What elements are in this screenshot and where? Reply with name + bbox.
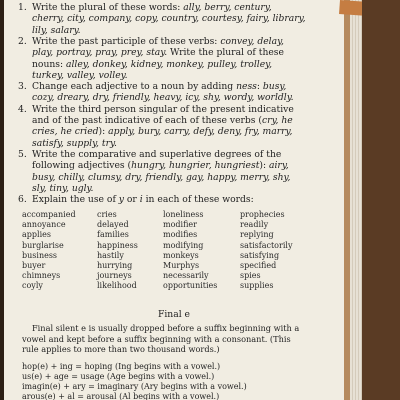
exercise-text: busy, <box>262 81 287 93</box>
word: satisfying <box>240 250 280 260</box>
word: prophecies <box>240 210 285 219</box>
exercise-text: i <box>139 194 143 206</box>
exercise-text: cozy, dreary, dry, friendly, heavy, icy, shy, wordy, worldly. <box>32 92 294 104</box>
page-stack-edge <box>350 0 362 400</box>
word: modifying <box>163 240 204 250</box>
exercise-text: or <box>123 194 140 206</box>
exercise-line <box>18 13 336 24</box>
exercise-item <box>18 194 336 205</box>
section-heading: Final e <box>157 309 190 320</box>
example-line: imagin(e) + ary = imaginary (Ary begins with a vowel.) <box>22 382 247 391</box>
word: journeys <box>97 271 132 281</box>
exercise-line <box>18 70 336 81</box>
rule-line: rule applies to more than two thousand words.) <box>22 344 220 355</box>
exercise-line <box>18 138 336 149</box>
rule-line: Final silent e is usually dropped before a suffix beginning with a <box>32 323 300 333</box>
word: loneliness <box>163 210 204 219</box>
exercise-text: following adjectives ( <box>32 160 132 172</box>
rule-line: vowel and kept before a suffix beginning with a consonant. (This <box>22 333 291 344</box>
word: happiness <box>97 240 138 250</box>
exercise-item <box>18 81 336 92</box>
exercise-text: hungry, hungrier, hungriest <box>131 160 260 172</box>
exercise-text: ): <box>98 126 109 138</box>
exercise-line <box>18 160 336 171</box>
exercise-number: 1. <box>18 2 27 13</box>
exercise-item <box>18 36 336 47</box>
exercise-text: ally, berry, century, <box>183 2 272 13</box>
example-line: arous(e) + al = arousal (Al begins with a vowel.) <box>22 392 220 400</box>
word: monkeys <box>163 250 199 260</box>
word: spies <box>240 271 261 281</box>
exercise-number: 4. <box>18 103 27 115</box>
exercise-item <box>18 2 336 13</box>
exercise-number: 2. <box>18 35 27 47</box>
word-column-2 <box>97 210 138 292</box>
exercise-number: 6. <box>18 194 27 206</box>
rule-paragraph <box>22 323 340 355</box>
exercise-text: nouns: <box>32 58 67 70</box>
word: readily <box>240 220 269 230</box>
word: supplies <box>240 281 274 291</box>
exercise-text: cherry, city, company, copy, country, courtesy, fairy, library, <box>32 13 306 25</box>
word: families <box>97 230 129 240</box>
word: likelihood <box>97 281 137 291</box>
word: opportunities <box>163 281 218 291</box>
exercise-item <box>18 104 336 115</box>
example-list <box>22 362 340 400</box>
word: modifier <box>163 220 197 230</box>
exercise-text: cries, he cried <box>32 126 99 138</box>
word: cries <box>97 210 117 219</box>
word: delayed <box>97 220 129 230</box>
exercise-text: busy, chilly, clumsy, dry, friendly, gay, happy, merry, shy, <box>32 171 291 183</box>
word: accompanied <box>22 210 76 219</box>
word: hastily <box>97 250 124 260</box>
example-line: us(e) + age = usage (Age begins with a vowel.) <box>22 372 215 381</box>
exercise-text: cry, he <box>262 115 293 126</box>
exercise-text: and of the past indicative of each of these verbs ( <box>32 115 263 126</box>
exercise-text: apply, bury, carry, defy, deny, fry, marry, <box>108 126 293 138</box>
example-line: hop(e) + ing = hoping (Ing begins with a vowel.) <box>22 362 221 371</box>
exercise-text: Write the past participle of these verbs: <box>32 35 221 47</box>
exercise-text: airy, <box>269 160 289 172</box>
word: business <box>22 250 58 260</box>
exercise-text: Explain the use of <box>32 194 119 206</box>
word: necessarily <box>163 271 209 281</box>
book-page <box>4 0 344 400</box>
word: burglarise <box>22 240 64 250</box>
exercise-text: in each of these words: <box>142 194 254 206</box>
exercise-text: alley, donkey, kidney, monkey, pulley, trolley, <box>66 58 273 70</box>
word: applies <box>22 230 51 240</box>
word: modifies <box>163 230 198 240</box>
exercise-text: turkey, valley, volley. <box>32 69 128 81</box>
word: replying <box>240 230 274 240</box>
exercise-line <box>18 172 336 183</box>
exercise-text: : <box>256 81 263 93</box>
exercise-text: Write the plural of these <box>167 47 284 59</box>
exercise-text: satisfy, supply, try. <box>32 137 117 149</box>
word-column-3 <box>163 210 217 292</box>
exercise-line <box>18 183 336 194</box>
exercise-text: Change each adjective to a noun by adding <box>32 81 237 93</box>
word: coyly <box>22 281 43 291</box>
exercise-number: 3. <box>18 81 27 93</box>
exercise-text: sly, tiny, ugly. <box>32 182 94 194</box>
exercise-text: Write the comparative and superlative degrees of the <box>32 148 282 160</box>
exercise-text: ness <box>236 81 257 93</box>
exercise-number: 5. <box>18 148 27 160</box>
word: Murphys <box>163 260 200 270</box>
exercise-line <box>18 47 336 58</box>
exercise-line <box>18 115 336 126</box>
exercise-item <box>18 149 336 160</box>
word-column-4 <box>240 210 292 292</box>
word-column-1 <box>22 210 76 292</box>
word: satisfactorily <box>240 240 293 250</box>
book-cover <box>362 0 400 400</box>
exercise-text: ): <box>259 160 270 172</box>
word: specified <box>240 260 277 270</box>
exercise-line <box>18 92 336 103</box>
word: chimneys <box>22 271 61 281</box>
exercise-line <box>18 25 336 36</box>
exercise-text: play, portray, pray, prey, stay. <box>32 47 168 59</box>
word: annoyance <box>22 220 66 230</box>
exercise-text: convey, delay, <box>220 35 284 47</box>
word: hurrying <box>97 260 133 270</box>
exercise-line <box>18 126 336 137</box>
exercise-line <box>18 59 336 70</box>
exercise-text: lily, salary. <box>32 24 81 36</box>
page-content <box>4 0 344 400</box>
word: buyer <box>22 260 46 270</box>
exercise-text: Write the plural of these words: <box>32 2 184 13</box>
exercise-text: y <box>118 194 124 206</box>
exercise-text: Write the third person singular of the present indicative <box>32 103 294 115</box>
